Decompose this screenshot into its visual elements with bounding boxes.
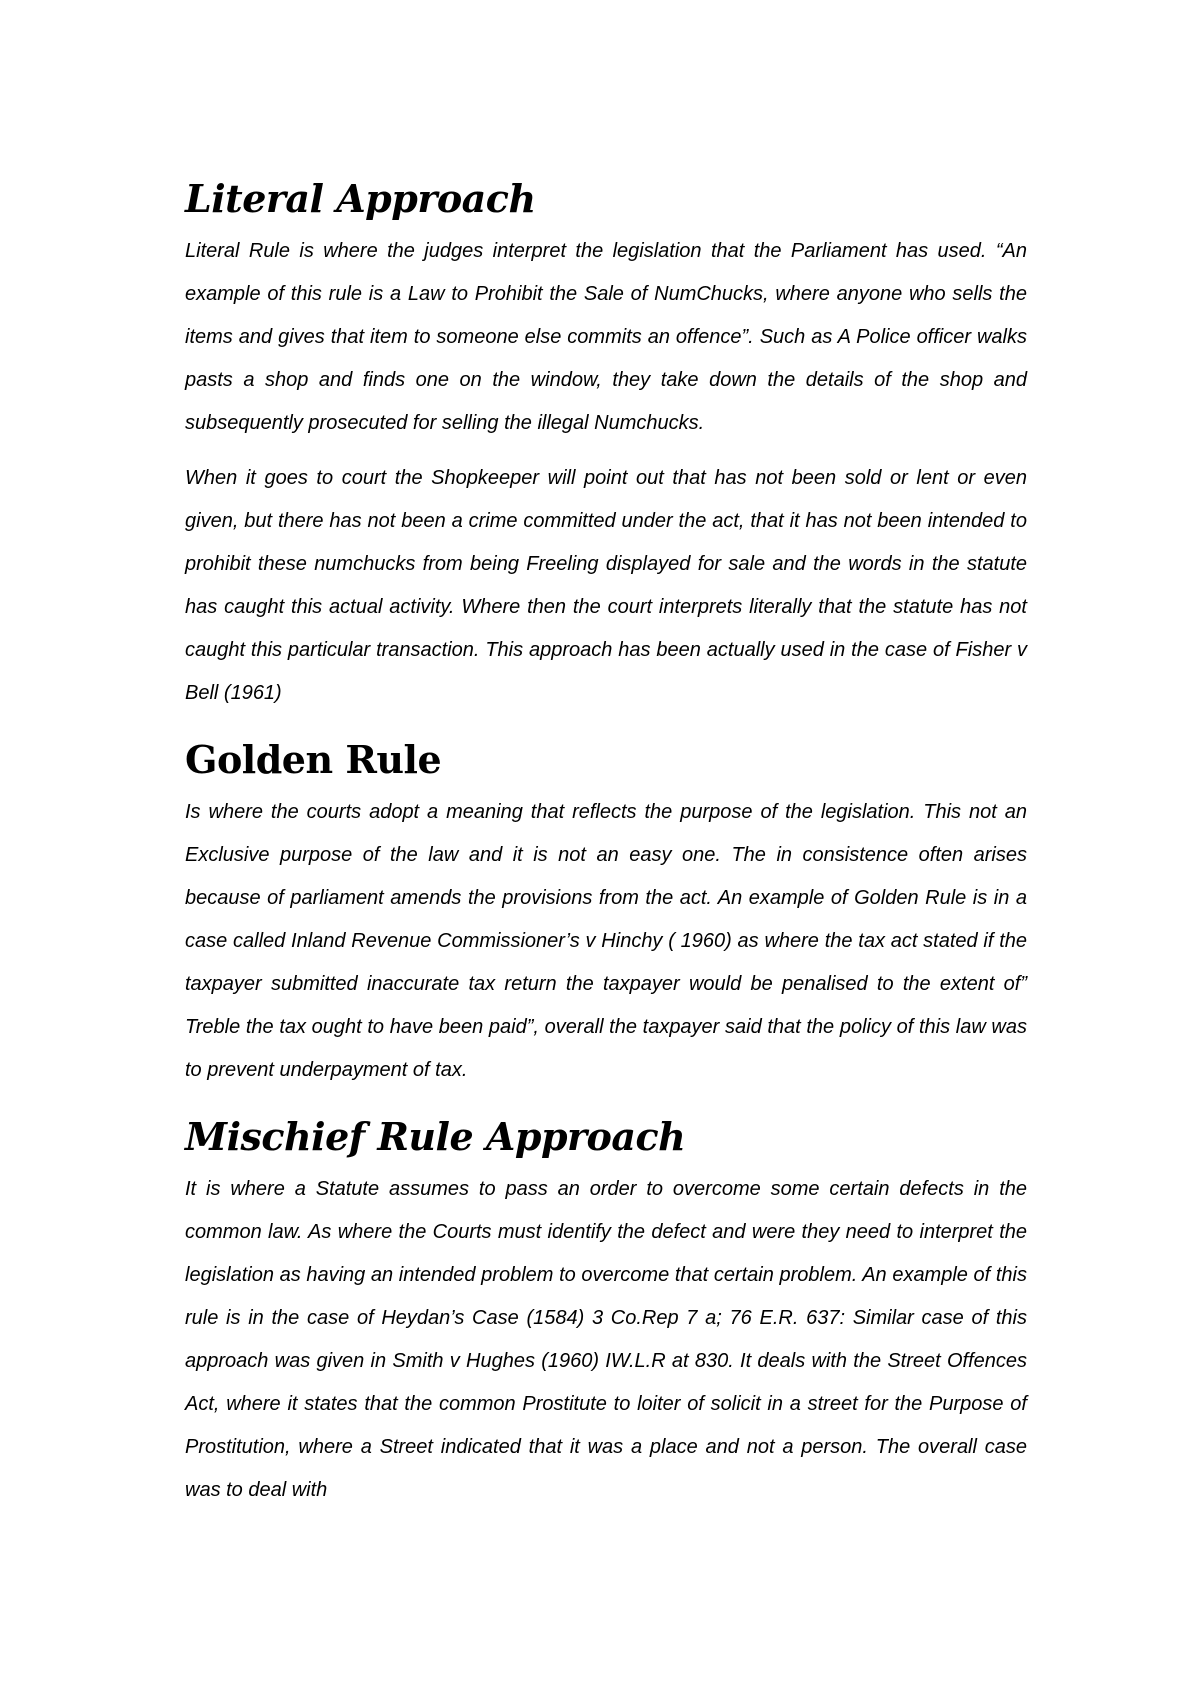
document-body [185, 172, 1027, 1512]
section-golden-rule [185, 733, 1027, 1092]
paragraph: It is where a Statute assumes to pass an order to overcome some certain defects in the common law. As where the Courts must identify the defect and were they need to interpret the legislation as having an intended problem to overcome that certain problem. An example of this rule is in the case of Heydan’s Case (1584) 3 Co.Rep 7 a; 76 E.R. 637: Similar case of this approach was given in Smith v Hughes (1960) IW.L.R at 830. It deals with the Street Offences Act, where it states that the common Prostitute to loiter of solicit in a street for the Purpose of Prostitution, where a Street indicated that it was a place and not a person. The overall case was to deal with [185, 1178, 1027, 1501]
paragraph: When it goes to court the Shopkeeper will point out that has not been sold or lent or even given, but there has not been a crime committed under the act, that it has not been intended to prohibit these numchucks from being Freeling displayed for sale and the words in the statute has caught this actual activity. Where then the court interprets literally that the statute has not caught this particular transaction. This approach has been actually used in the case of Fisher v Bell (1961) [185, 467, 1027, 704]
section-mischief-rule-approach [185, 1110, 1027, 1512]
section-heading: Mischief Rule Approach [185, 1114, 686, 1159]
section-heading: Golden Rule [185, 737, 442, 782]
section-literal-approach [185, 172, 1027, 715]
paragraph: Is where the courts adopt a meaning that reflects the purpose of the legislation. This not an Exclusive purpose of the law and it is not an easy one. The in consistence often arises because of parliament amends the provisions from the act. An example of Golden Rule is in a case called Inland Revenue Commissioner’s v Hinchy ( 1960) as where the tax act stated if the taxpayer submitted inaccurate tax return the taxpayer would be penalised to the extent of” Treble the tax ought to have been paid”, overall the taxpayer said that the policy of this law was to prevent underpayment of tax. [185, 801, 1027, 1081]
section-heading: Literal Approach [185, 176, 536, 221]
paragraph: Literal Rule is where the judges interpret the legislation that the Parliament has used. “An example of this rule is a Law to Prohibit the Sale of NumChucks, where anyone who sells the items and gives that item to someone else commits an offence”. Such as A Police officer walks pasts a shop and finds one on the window, they take down the details of the shop and subsequently prosecuted for selling the illegal Numchucks. [185, 240, 1027, 434]
